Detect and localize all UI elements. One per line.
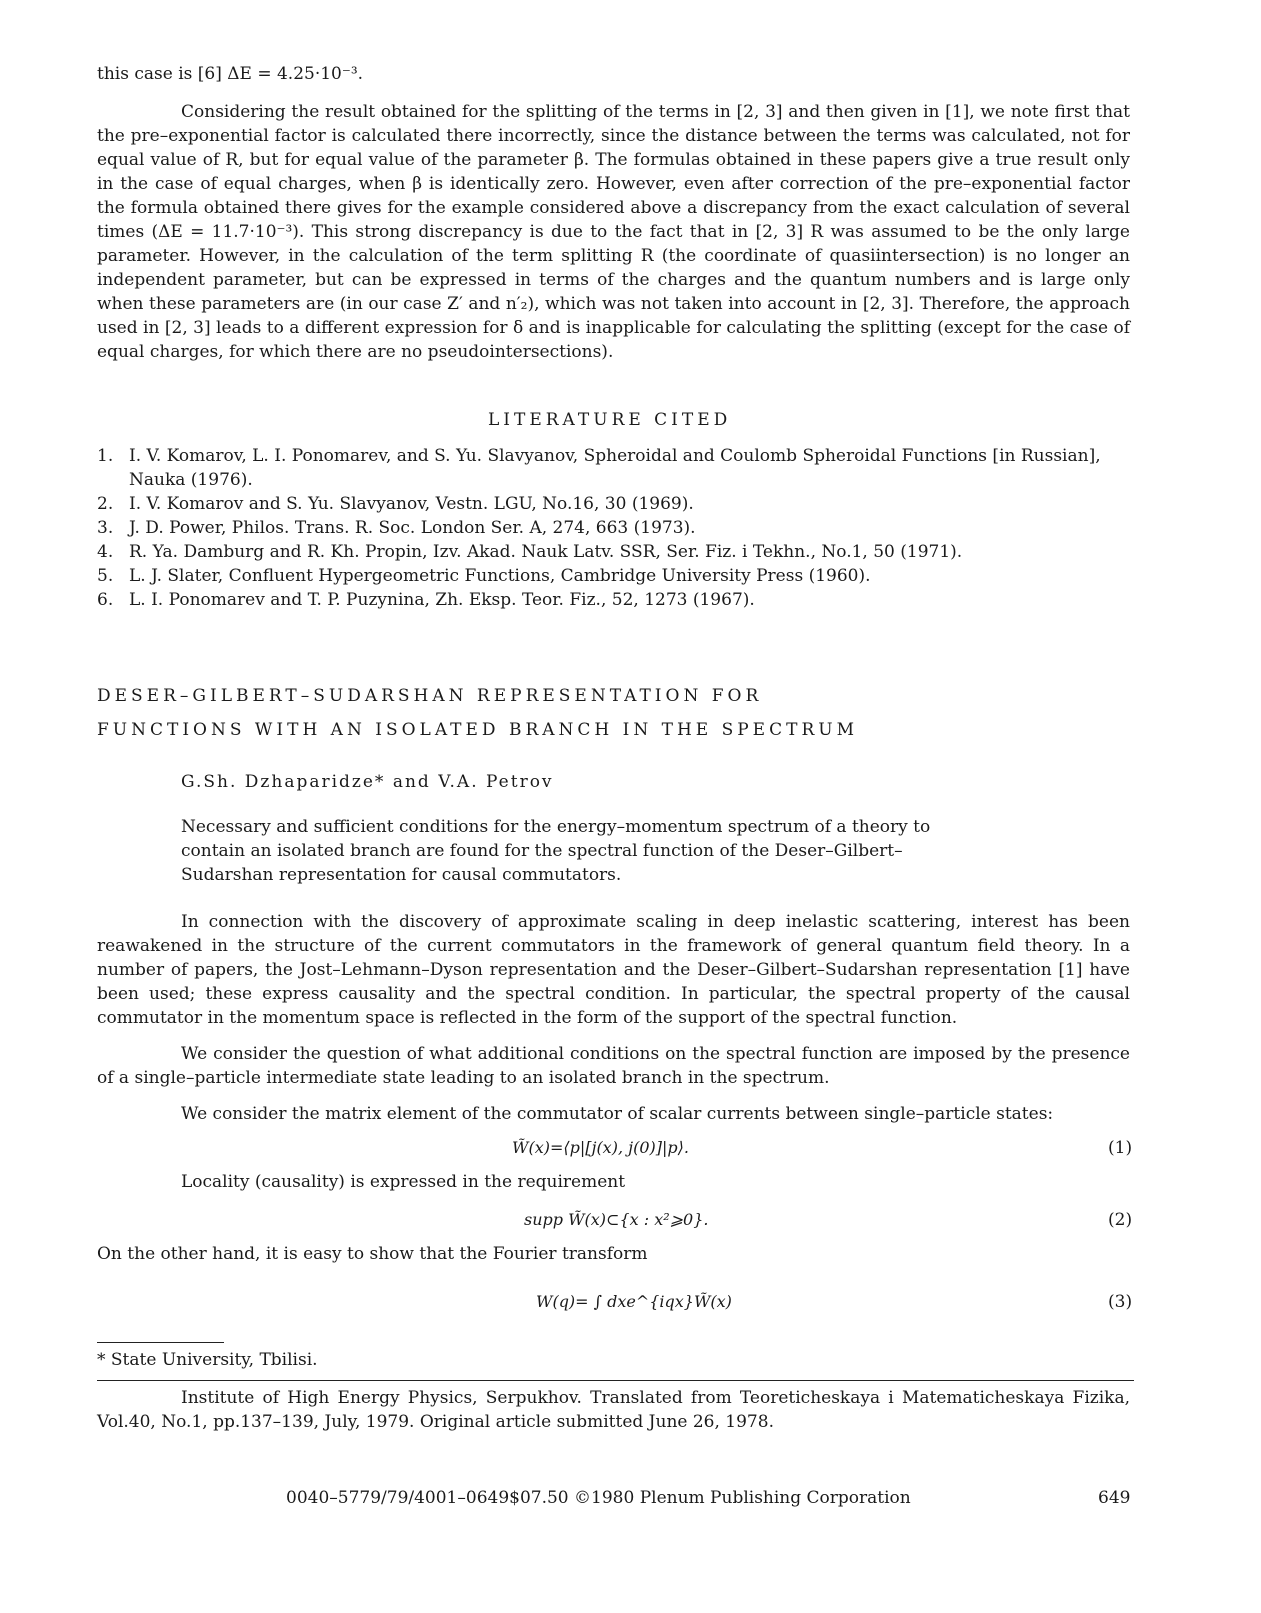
reference-item	[97, 492, 1130, 516]
reference-item	[97, 540, 1130, 564]
reference-text: R. Ya. Damburg and R. Kh. Propin, Izv. Akad. Nauk Latv. SSR, Ser. Fiz. i Tekhn., No.1, 50 (1971).	[129, 542, 963, 562]
body-paragraph-2: We consider the question of what additional conditions on the spectral function are imposed by the presence of a single–particle intermediate state leading to an isolated branch in the spectrum.	[97, 1044, 1130, 1088]
footnote: * State University, Tbilisi.	[97, 1350, 318, 1370]
reference-number: 4.	[97, 542, 114, 562]
reference-text: I. V. Komarov and S. Yu. Slavyanov, Vestn. LGU, No.16, 30 (1969).	[129, 494, 694, 514]
equation-2-number: (2)	[1108, 1210, 1133, 1230]
literature-heading: LITERATURE CITED	[488, 410, 732, 430]
abstract: Necessary and sufficient conditions for the energy–momentum spectrum of a theory to contain an isolated branch are found for the spectral function of the Deser–Gilbert–Sudarshan representation for causal commutators.	[181, 817, 931, 885]
reference-number: 2.	[97, 494, 114, 514]
institute-rule	[97, 1380, 1134, 1381]
body-paragraph-1: In connection with the discovery of approximate scaling in deep inelastic scattering, interest has been reawakened in the structure of the current commutators in the framework of general quantum field theory. In a number of papers, the Jost–Lehmann–Dyson representation and the Deser–Gilbert–Sudarshan representation [1] have been used; these express causality and the spectral condition. In particular, the spectral property of the causal commutator in the momentum space is reflected in the form of the support of the spectral function.	[97, 912, 1130, 1028]
equation-3: W(q)= ∫ dxe^{iqx}W̃(x)	[536, 1292, 732, 1311]
paragraph-splitting: Considering the result obtained for the splitting of the terms in [2, 3] and then given in [1], we note first that the pre–exponential factor is calculated there incorrectly, since the distance between the terms was calculated, not for equal value of R, but for equal value of the parameter β. The formulas obtained in these papers give a true result only in the case of equal charges, when β is identically zero. However, even after correction of the pre–exponential factor the formula obtained there gives for the example considered above a discrepancy from the exact calculation of several times (ΔE = 11.7·10⁻³). This strong discrepancy is due to the fact that in [2, 3] R was assumed to be the only large parameter. However, in the calculation of the term splitting R (the coordinate of quasiintersection) is no longer an independent parameter, but can be expressed in terms of the charges and the quantum numbers and is large only when these parameters are (in our case Z′ and n′₂), which was not taken into account in [2, 3]. Therefore, the approach used in [2, 3] leads to a different expression for δ and is inapplicable for calculating the splitting (except for the case of equal charges, for which there are no pseudointersections).	[97, 102, 1130, 362]
article-title-line-1: DESER–GILBERT–SUDARSHAN REPRESENTATION FOR	[97, 686, 763, 706]
article-title-line-2: FUNCTIONS WITH AN ISOLATED BRANCH IN THE SPECTRUM	[97, 720, 858, 740]
reference-number: 3.	[97, 518, 114, 538]
locality-line: Locality (causality) is expressed in the requirement	[181, 1172, 626, 1192]
reference-number: 5.	[97, 566, 114, 586]
reference-item	[97, 516, 1130, 540]
reference-text: I. V. Komarov, L. I. Ponomarev, and S. Yu. Slavyanov, Spheroidal and Coulomb Spheroidal Functions [in Russian], Nauka (1976).	[129, 446, 1101, 490]
page-number: 649	[1098, 1488, 1131, 1508]
reference-text: J. D. Power, Philos. Trans. R. Soc. London Ser. A, 274, 663 (1973).	[129, 518, 696, 538]
reference-item	[97, 588, 1130, 612]
reference-item	[97, 564, 1130, 588]
equation-1: W̃(x)=⟨p|[j(x), j(0)]|p⟩.	[512, 1138, 689, 1157]
equation-1-number: (1)	[1108, 1138, 1133, 1158]
reference-item	[97, 444, 1130, 492]
body-paragraph-3: We consider the matrix element of the commutator of scalar currents between single–particle states:	[181, 1104, 1054, 1124]
footer-code: 0040–5779/79/4001–0649$07.50 ©1980 Plenum Publishing Corporation	[286, 1488, 911, 1508]
top-line: this case is [6] ΔE = 4.25·10⁻³.	[97, 64, 364, 84]
reference-number: 1.	[97, 446, 114, 466]
equation-3-number: (3)	[1108, 1292, 1133, 1312]
reference-text: L. I. Ponomarev and T. P. Puzynina, Zh. Eksp. Teor. Fiz., 52, 1273 (1967).	[129, 590, 755, 610]
reference-number: 6.	[97, 590, 114, 610]
institute-note: Institute of High Energy Physics, Serpukhov. Translated from Teoreticheskaya i Matematicheskaya Fizika, Vol.40, No.1, pp.137–139, July, 1979. Original article submitted June 26, 1978.	[97, 1388, 1130, 1432]
authors: G.Sh. Dzhaparidze* and V.A. Petrov	[181, 772, 554, 792]
reference-text: L. J. Slater, Confluent Hypergeometric Functions, Cambridge University Press (1960).	[129, 566, 871, 586]
fourier-line: On the other hand, it is easy to show that the Fourier transform	[97, 1244, 648, 1264]
footnote-rule	[97, 1342, 224, 1343]
equation-2: supp W̃(x)⊂{x : x²⩾0}.	[524, 1210, 709, 1229]
